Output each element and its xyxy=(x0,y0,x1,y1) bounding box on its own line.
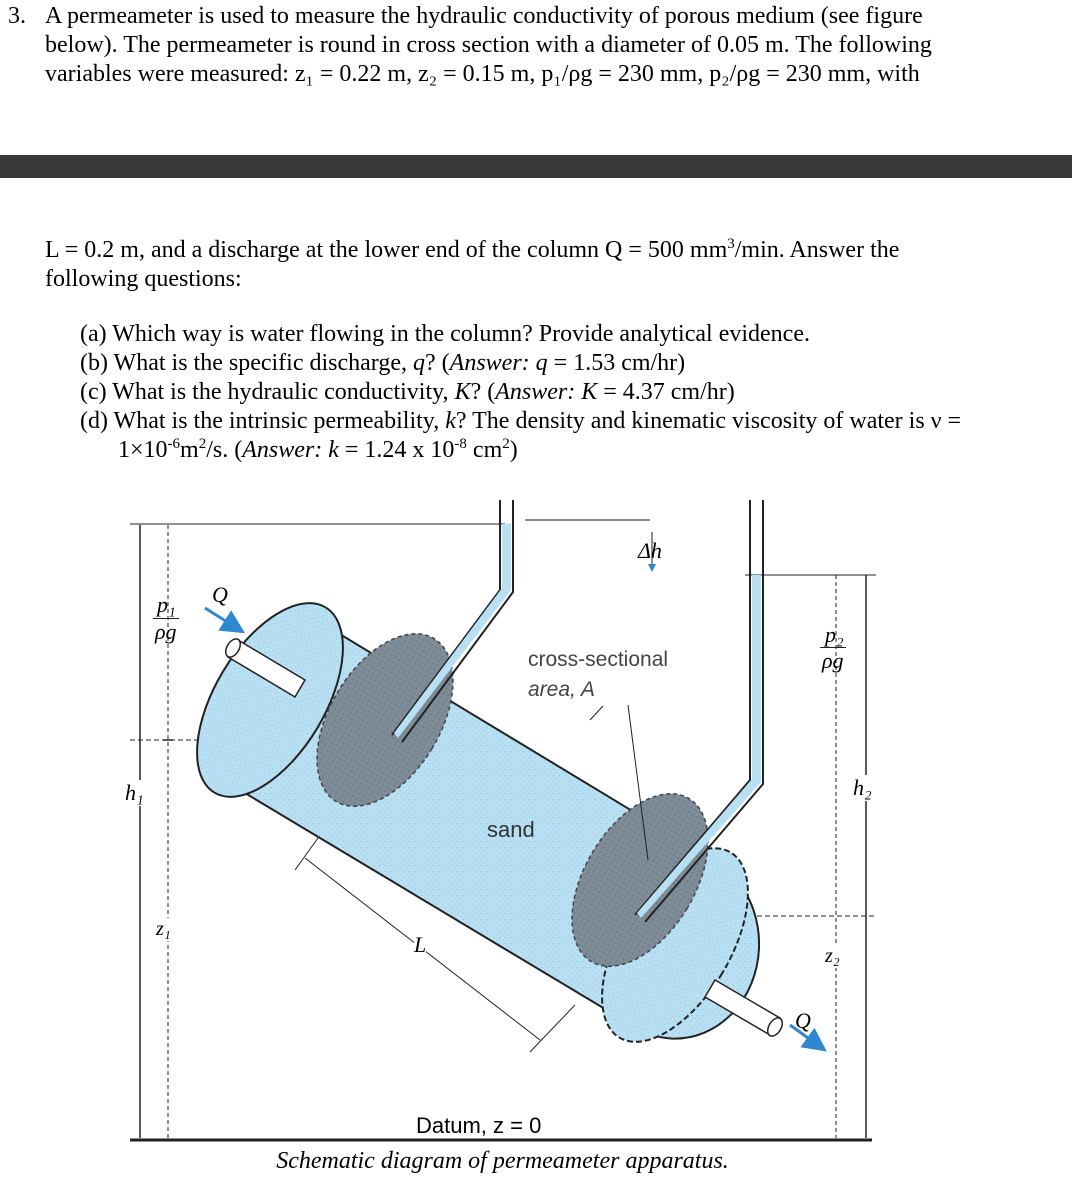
figure-labels xyxy=(0,490,1072,1182)
problem-line-5: following questions: xyxy=(45,266,242,292)
q-inflow-label: Q xyxy=(212,582,228,607)
p2-over-rhog-denominator: ρg xyxy=(822,648,844,673)
problem-line-3: variables were measured: z₁ = 0.22 m, z₂ = 0.15 m, p₁/ρg = 230 mm, p₂/ρg = 230 mm, with xyxy=(45,61,920,87)
problem-line-4: L = 0.2 m, and a discharge at the lower end of the column Q = 500 $mm^3/\min$. Answer the xyxy=(45,236,900,263)
delta-h-label: Δh xyxy=(638,538,662,563)
question-b: (b) What is the specific discharge, q? (Answer: q = 1.53 cm/hr) xyxy=(80,350,686,376)
p2-over-rhog-numerator: p₂ xyxy=(825,622,844,647)
question-c: (c) What is the hydraulic conductivity, K? (Answer: K = 4.37 cm/hr) xyxy=(80,379,735,405)
cross-section-label-line2: area, A xyxy=(528,678,595,701)
q-outflow-label: Q xyxy=(795,1008,811,1033)
question-d-continued: $1\times 10^{-6}m^2/s$. (Answer: k = 1.24 x $10^{-8}$ $cm^2$) xyxy=(118,436,518,463)
h2-label: h₂ xyxy=(853,775,872,800)
p1-over-rhog-numerator: p₁ xyxy=(157,592,176,617)
datum-label: Datum, z = 0 xyxy=(416,1113,542,1138)
problem-number: 3. xyxy=(8,3,26,29)
L-label: L xyxy=(414,932,427,957)
p1-over-rhog-denominator: ρg xyxy=(155,619,177,644)
z1-label: z₁ xyxy=(156,918,171,940)
problem-line-1: A permeameter is used to measure the hydraulic conductivity of porous medium (see figure xyxy=(45,3,923,29)
figure-caption: Schematic diagram of permeameter apparatus. xyxy=(276,1148,729,1174)
sand-label: sand xyxy=(487,817,535,842)
z2-label: z₂ xyxy=(825,945,840,967)
cross-section-label-line1: cross-sectional xyxy=(528,648,669,671)
h1-label: h₁ xyxy=(125,780,144,805)
question-a: (a) Which way is water flowing in the column? Provide analytical evidence. xyxy=(80,321,810,347)
problem-line-2: below). The permeameter is round in cross section with a diameter of 0.05 m. The following xyxy=(45,32,932,58)
question-d: (d) What is the intrinsic permeability, k? The density and kinematic viscosity of water is ν = xyxy=(80,408,962,434)
